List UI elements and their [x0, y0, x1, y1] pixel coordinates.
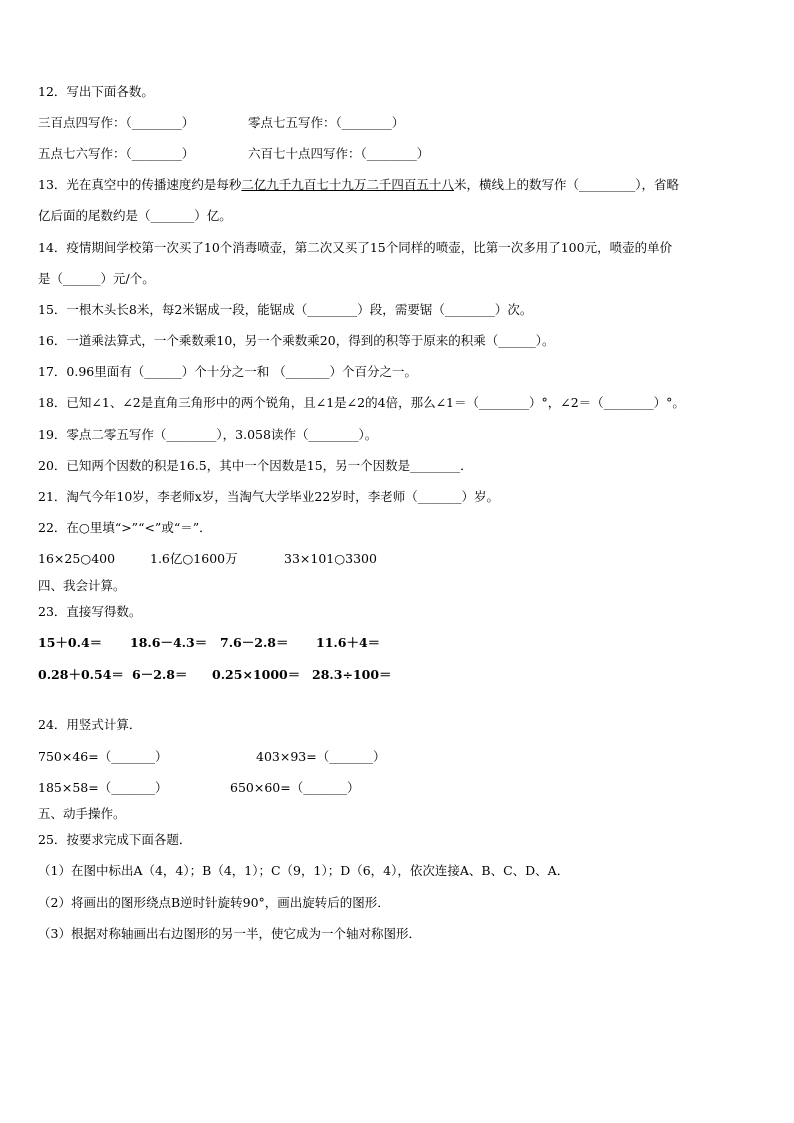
q25-step-2: （2）将画出的图形绕点B逆时针旋转90°，画出旋转后的图形．: [38, 895, 390, 910]
q25-title: 25．按要求完成下面各题．: [38, 832, 192, 847]
q22-compare-a: 16×25○400: [38, 551, 116, 566]
q23-expr-3: 7.6－2.8＝: [220, 635, 289, 650]
q12-item-a: 三百点四写作：（________）: [38, 115, 195, 130]
q22-compare-c: 33×101○3300: [284, 551, 377, 566]
section-5-heading: 五、动手操作。: [38, 806, 126, 821]
q13-underlined-number: 二亿九千九百七十九万二千四百五十八: [241, 177, 454, 192]
q17: 17．0.96里面有（______）个十分之一和 （_______）个百分之一。: [38, 364, 417, 379]
section-4-heading: 四、我会计算。: [38, 578, 126, 593]
q25-step-3: （3）根据对称轴画出右边图形的另一半，使它成为一个轴对称图形．: [38, 926, 421, 941]
q13-text-post: 米，横线上的数写作（_________），省略: [453, 177, 679, 192]
q21: 21．淘气今年10岁，李老师x岁，当淘气大学毕业22岁时，李老师（_______）岁。: [38, 489, 500, 504]
q12-item-d: 六百七十点四写作：（________）: [248, 146, 430, 161]
q22-compare-b: 1.6亿○1600万: [150, 551, 238, 566]
q24-calc-a: 750×46=（_______）: [38, 749, 168, 764]
q23-expr-1: 15＋0.4＝: [38, 635, 103, 650]
q23-expr-7: 0.25×1000＝: [212, 667, 301, 682]
q23-expr-2: 18.6－4.3＝: [130, 635, 208, 650]
q23-title: 23．直接写得数。: [38, 604, 142, 619]
q15: 15．一根木头长8米，每2米锯成一段，能锯成（________）段，需要锯（________）次。: [38, 302, 533, 317]
q24-title: 24．用竖式计算．: [38, 717, 142, 732]
q18: 18．已知∠1、∠2是直角三角形中的两个锐角，且∠1是∠2的4倍，那么∠1＝（________）°，∠2＝（________）°。: [38, 395, 685, 410]
q20: 20．已知两个因数的积是16.5，其中一个因数是15，另一个因数是________．: [38, 458, 473, 473]
q24-calc-d: 650×60=（_______）: [230, 780, 360, 795]
q13-line-1: [38, 177, 679, 193]
q23-expr-5: 0.28＋0.54＝: [38, 667, 124, 682]
q12-item-b: 零点七五写作：（________）: [248, 115, 405, 130]
q25-step-1: （1）在图中标出A（4，4）；B（4，1）；C（9，1）；D（6，4），依次连接A、B、C、D、A．: [38, 863, 570, 878]
q23-expr-4: 11.6＋4＝: [316, 635, 381, 650]
q13-text-pre: 13．光在真空中的传播速度约是每秒: [38, 177, 242, 192]
q14-line-1: 14．疫情期间学校第一次买了10个消毒喷壶，第二次又买了15个同样的喷壶，比第一次多用了100元，喷壶的单价: [38, 240, 673, 255]
q19: 19．零点二零五写作（________），3.058读作（________）。: [38, 427, 378, 442]
q24-calc-b: 403×93=（_______）: [256, 749, 386, 764]
q13-line-2: 亿后面的尾数约是（_______）亿。: [38, 208, 232, 223]
q22-title: 22．在○里填“>”“<”或“＝”．: [38, 520, 212, 535]
q24-calc-c: 185×58=（_______）: [38, 780, 168, 795]
q12-title: 12．写出下面各数。: [38, 84, 154, 99]
q16: 16．一道乘法算式，一个乘数乘10，另一个乘数乘20，得到的积等于原来的积乘（______）。: [38, 333, 555, 348]
q14-line-2: 是（______）元/个。: [38, 271, 155, 286]
q23-expr-6: 6－2.8＝: [132, 667, 188, 682]
q23-expr-8: 28.3÷100＝: [312, 667, 392, 682]
q12-item-c: 五点七六写作：（________）: [38, 146, 195, 161]
